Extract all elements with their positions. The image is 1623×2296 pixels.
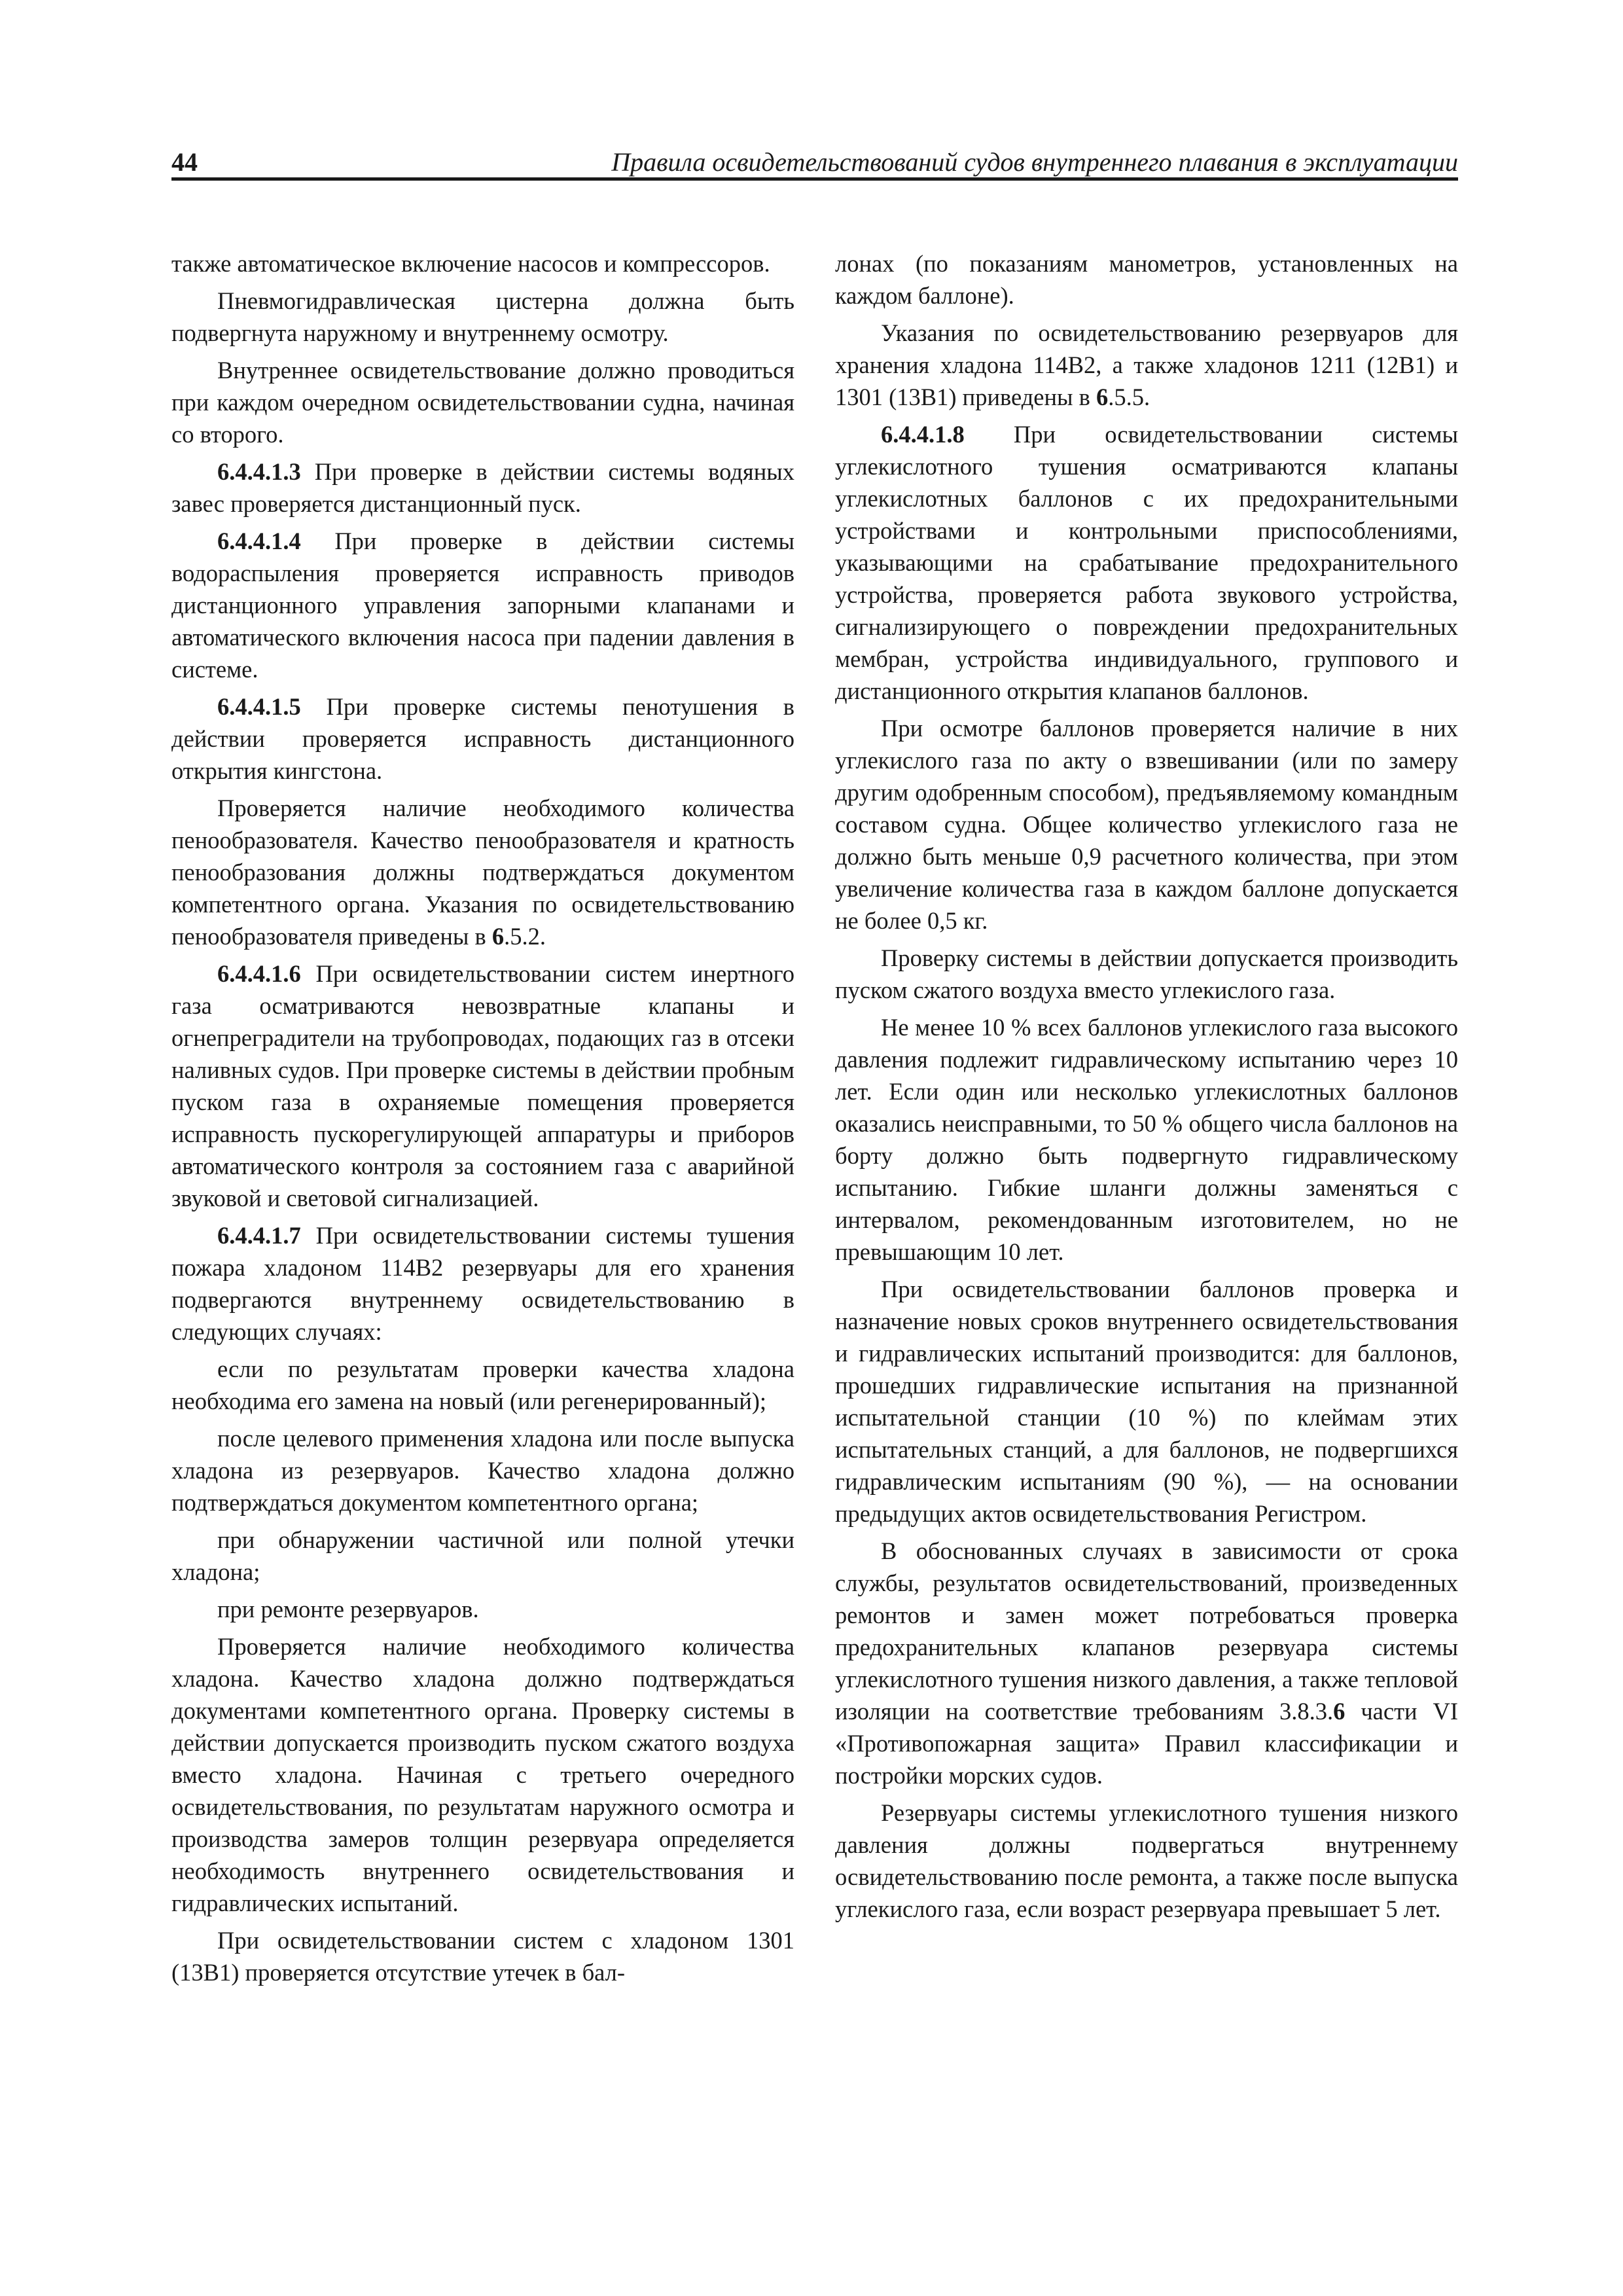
paragraph: также автоматическое включение насосов и компрессоров. bbox=[171, 250, 770, 277]
list-item: если по результатам проверки качества хладона необходима его замена на новый (или регенерированный); bbox=[171, 1355, 794, 1414]
right-column bbox=[835, 247, 1458, 1925]
clause-number: 6.4.4.1.7 bbox=[217, 1222, 301, 1249]
paragraph: При освидетельствовании баллонов проверка и назначение новых сроков внутреннего освидетельствования и гидравлических испытаний производится: для баллонов, прошедших гидравлические испытания на признанной испытательной станции (10 %) по клеймам этих испытательных станций, а для баллонов, не подвергшихся гидравлическим испытаниям (90 %), — на основании предыдущих актов освидетельствования Регистром. bbox=[835, 1276, 1458, 1527]
clause-number: 6.4.4.1.8 bbox=[881, 421, 965, 448]
paragraph: Пневмогидравлическая цистерна должна быть подвергнута наружному и внутреннему осмотру. bbox=[171, 287, 794, 346]
page-number: 44 bbox=[171, 147, 198, 177]
paragraph: лонах (по показаниям манометров, установленных на каждом баллоне). bbox=[835, 250, 1458, 309]
clause-number: 6.4.4.1.5 bbox=[217, 693, 301, 720]
paragraph: В обоснованных случаях в зависимости от срока службы, результатов освидетельствований, произведенных ремонтов и замен может потребоваться проверка предохранительных клапанов резервуара системы углекислотного тушения низкого давления, а также тепловой изоляции на соответствие требованиям 3.8.3.6 части VI «Противопожарная защита» Правил классификации и постройки морских судов. bbox=[835, 1537, 1458, 1789]
clause-6-4-4-1-8: 6.4.4.1.8 При освидетельствовании системы углекислотного тушения осматриваются клапаны углекислотных баллонов с их предохранительными устройствами и контрольными приспособлениями, указывающими на срабатывание предохранительного устройства, проверяется работа звукового устройства, сигнализирующего о повреждении предохранительных мембран, устройства индивидуального, группового и дистанционного открытия клапанов баллонов. bbox=[835, 421, 1458, 704]
left-column bbox=[171, 247, 794, 1988]
paragraph: При осмотре баллонов проверяется наличие в них углекислого газа по акту о взвешивании (или по замеру другим одобренным способом), предъявляемому командным составом судна. Общее количество углекислого газа не должно быть меньше 0,9 расчетного количества, при этом увеличение количества газа в каждом баллоне допускается не более 0,5 кг. bbox=[835, 715, 1458, 934]
clause-6-4-4-1-3: 6.4.4.1.3 При проверке в действии системы водяных завес проверяется дистанционный пуск. bbox=[171, 458, 794, 517]
paragraph: Проверяется наличие необходимого количества хладона. Качество хладона должно подтверждаться документами компетентного органа. Проверку системы в действии допускается производить пуском сжатого воздуха вместо хладона. Начиная с третьего очередного освидетельствования, по результатам наружного осмотра и производства замеров толщин резервуара определяется необходимость внутреннего освидетельствования и гидравлических испытаний. bbox=[171, 1633, 794, 1916]
clause-6-4-4-1-5: 6.4.4.1.5 При проверке системы пенотушения в действии проверяется исправность дистанционного открытия кингстона. bbox=[171, 693, 794, 784]
section-reference: 6 bbox=[491, 923, 505, 950]
paragraph: Не менее 10 % всех баллонов углекислого газа высокого давления подлежит гидравлическому испытанию через 10 лет. Если один или несколько углекислотных баллонов оказались неисправными, то 50 % общего числа баллонов на борту должно быть подвергнуто гидравлическому испытанию. Гибкие шланги должны заменяться с интервалом, рекомендованным изготовителем, но не превышающим 10 лет. bbox=[835, 1014, 1458, 1265]
paragraph: Резервуары системы углекислотного тушения низкого давления должны подвергаться внутреннему освидетельствованию после ремонта, а также после выпуска углекислого газа, если возраст резервуара превышает 5 лет. bbox=[835, 1799, 1458, 1922]
clause-6-4-4-1-7: 6.4.4.1.7 При освидетельствовании системы тушения пожара хладоном 114В2 резервуары для его хранения подвергаются внутреннему освидетельствованию в следующих случаях: bbox=[171, 1222, 794, 1345]
paragraph: При освидетельствовании систем с хладоном 1301 (13В1) проверяется отсутствие утечек в бал- bbox=[171, 1927, 794, 1986]
paragraph: Проверяется наличие необходимого количества пенообразователя. Качество пенообразователя и кратность пенообразования должны подтверждаться документом компетентного органа. Указания по освидетельствованию пенообразователя приведены в 6.5.2. bbox=[171, 795, 794, 950]
clause-number: 6.4.4.1.6 bbox=[217, 960, 301, 987]
paragraph: Проверку системы в действии допускается производить пуском сжатого воздуха вместо углекислого газа. bbox=[835, 944, 1458, 1003]
clause-number: 6.4.4.1.3 bbox=[217, 458, 301, 485]
clause-6-4-4-1-4: 6.4.4.1.4 При проверке в действии системы водораспыления проверяется исправность приводов дистанционного управления запорными клапанами и автоматического включения насоса при падении давления в системе. bbox=[171, 528, 794, 683]
list-item: при обнаружении частичной или полной утечки хладона; bbox=[171, 1526, 794, 1585]
page-header bbox=[171, 143, 1458, 181]
paragraph: Внутреннее освидетельствование должно проводиться при каждом очередном освидетельствовании судна, начиная со второго. bbox=[171, 357, 794, 448]
section-reference: 6 bbox=[1333, 1698, 1346, 1725]
clause-6-4-4-1-6: 6.4.4.1.6 При освидетельствовании систем инертного газа осматриваются невозвратные клапаны и огнепреградители на трубопроводах, подающих газ в отсеки наливных судов. При проверке системы в действии пробным пуском газа в охраняемые помещения проверяется исправность пускорегулирующей аппаратуры и приборов автоматического контроля за состоянием газа с аварийной звуковой и световой сигнализацией. bbox=[171, 960, 794, 1211]
clause-number: 6.4.4.1.4 bbox=[217, 528, 301, 554]
running-title: Правила освидетельствований судов внутреннего плавания в эксплуатации bbox=[611, 147, 1458, 177]
list-item: после целевого применения хладона или после выпуска хладона из резервуаров. Качество хладона должно подтверждаться документом компетентного органа; bbox=[171, 1425, 794, 1516]
section-reference: 6 bbox=[1096, 384, 1109, 410]
list-item: при ремонте резервуаров. bbox=[217, 1596, 479, 1623]
paragraph: Указания по освидетельствованию резервуаров для хранения хладона 114В2, а также хладонов 1211 (12В1) и 1301 (13В1) приведены в 6.5.5. bbox=[835, 319, 1458, 410]
header-rule bbox=[171, 177, 1458, 181]
